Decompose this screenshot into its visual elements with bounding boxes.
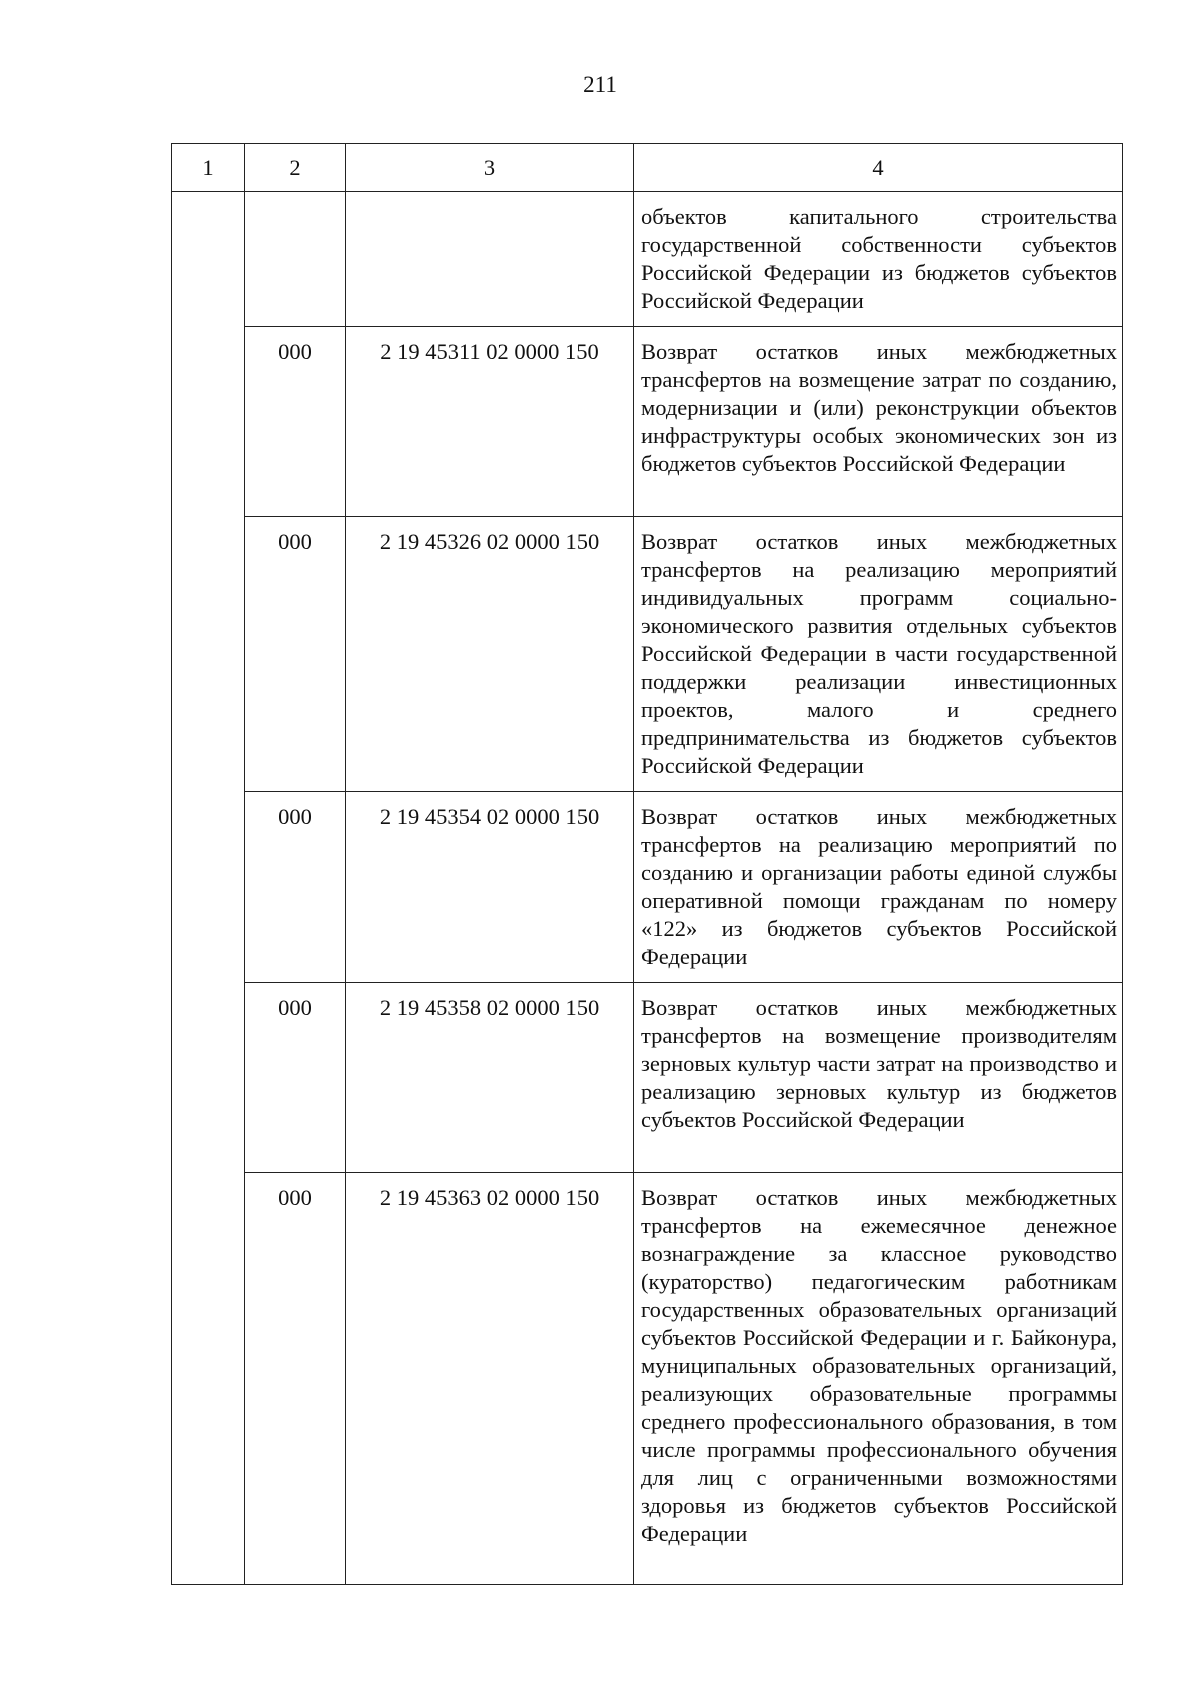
admin-code-cell: 000 — [245, 517, 346, 792]
table-header-row — [172, 144, 1123, 192]
admin-code-cell: 000 — [245, 327, 346, 517]
description-cell: Возврат остатков иных межбюджетных трансфертов на ежемесячное денежное вознаграждение за классное руководство (кураторство) педагогическим работникам государственных образовательных организаций субъектов Российской Федерации и г. Байконура, муниципальных образовательных организаций, реализующих образовательные программы среднего профессионального образования, в том числе программы профессионального обучения для лиц с ограниченными возможностями здоровья из бюджетов субъектов Российской Федерации — [634, 1173, 1123, 1585]
admin-code-cell: 000 — [245, 1173, 346, 1585]
kbk-code-cell: 2 19 45311 02 0000 150 — [346, 327, 634, 517]
description-cell: объектов капитального строительства государственной собственности субъектов Российской Федерации из бюджетов субъектов Российской Федерации — [634, 192, 1123, 327]
description-cell: Возврат остатков иных межбюджетных трансфертов на возмещение производителям зерновых культур части затрат на производство и реализацию зерновых культур из бюджетов субъектов Российской Федерации — [634, 983, 1123, 1173]
kbk-code-cell: 2 19 45354 02 0000 150 — [346, 792, 634, 983]
admin-code-cell: 000 — [245, 792, 346, 983]
description-cell: Возврат остатков иных межбюджетных трансфертов на реализацию мероприятий индивидуальных программ социально-экономического развития отдельных субъектов Российской Федерации в части государственной поддержки реализации инвестиционных проектов, малого и среднего предпринимательства из бюджетов субъектов Российской Федерации — [634, 517, 1123, 792]
table-row — [172, 192, 1123, 327]
table-row — [172, 1173, 1123, 1585]
table-row — [172, 517, 1123, 792]
page-number: 211 — [583, 72, 617, 97]
admin-code-cell: 000 — [245, 983, 346, 1173]
table-row — [172, 792, 1123, 983]
header-col-4: 4 — [634, 144, 1123, 192]
admin-code-cell — [245, 192, 346, 327]
budget-code-table — [171, 143, 1123, 1585]
kbk-code-cell — [346, 192, 634, 327]
table-row — [172, 327, 1123, 517]
header-col-3: 3 — [346, 144, 634, 192]
col1-merged-cell — [172, 192, 245, 1585]
kbk-code-cell: 2 19 45358 02 0000 150 — [346, 983, 634, 1173]
description-cell: Возврат остатков иных межбюджетных трансфертов на возмещение затрат по созданию, модернизации и (или) реконструкции объектов инфраструктуры особых экономических зон из бюджетов субъектов Российской Федерации — [634, 327, 1123, 517]
kbk-code-cell: 2 19 45363 02 0000 150 — [346, 1173, 634, 1585]
table-row — [172, 983, 1123, 1173]
header-col-2: 2 — [245, 144, 346, 192]
header-col-1: 1 — [172, 144, 245, 192]
description-cell: Возврат остатков иных межбюджетных трансфертов на реализацию мероприятий по созданию и организации работы единой службы оперативной помощи гражданам по номеру «122» из бюджетов субъектов Российской Федерации — [634, 792, 1123, 983]
kbk-code-cell: 2 19 45326 02 0000 150 — [346, 517, 634, 792]
